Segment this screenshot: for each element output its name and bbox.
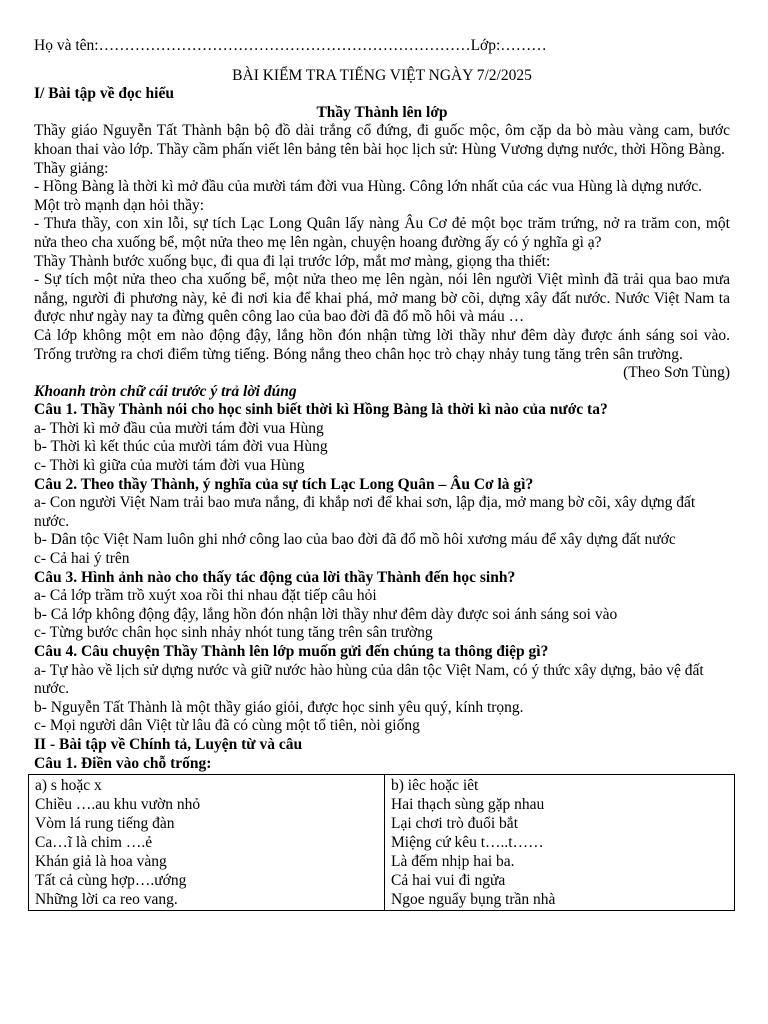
section1-heading: I/ Bài tập về đọc hiểu: [34, 85, 174, 103]
question-1: [34, 401, 730, 475]
answer-option[interactable]: a- Cả lớp trầm trồ xuýt xoa rồi thi nhau đặt tiếp câu hỏi: [34, 587, 377, 605]
answer-option[interactable]: b- Dân tộc Việt Nam luôn ghi nhớ công lao của bao đời đã đổ mồ hôi xương máu để xây dựng đất nước: [34, 531, 676, 549]
right-cell-line: Cả hai vui đi ngửa: [391, 872, 506, 890]
story-paragraph: Thầy giảng:: [34, 159, 109, 177]
right-cell-line: b) iêc hoặc iêt: [391, 777, 479, 795]
name-class-line: Họ và tên:………………………………………………………………Lớp:………: [34, 37, 547, 54]
answer-option[interactable]: a- Thời kì mở đầu của mười tám đời vua Hùng: [34, 419, 324, 437]
story-paragraph: - Hồng Bàng là thời kì mở đầu của mười tám đời vua Hùng. Công lớn nhất của các vua Hùng là dựng nước.: [34, 178, 702, 196]
right-cell-line: Là đếm nhịp hai ba.: [391, 853, 515, 871]
answer-option[interactable]: c- Từng bước chân học sinh nhảy nhót tung tăng trên sân trường: [34, 624, 433, 642]
answer-option[interactable]: a- Con người Việt Nam trải bao mưa nắng, đi khắp nơi để khai sơn, lập địa, mở mang bờ cõi, xây dựng đất nước.: [34, 494, 700, 530]
story-paragraph: Cả lớp không một em nào động đậy, lắng hồn đón nhận từng lời thầy như đêm dày được ánh sáng soi vào. Trống trường ra chơi điểm từng tiếng. Bóng nắng theo chân học trò chạy nhảy tung tăng trên sân trường.: [34, 326, 734, 363]
table-row: [29, 775, 735, 911]
section2-heading: II - Bài tập về Chính tả, Luyện từ và câu: [34, 735, 303, 753]
right-cell-line: Ngoe nguẩy bụng trần nhà: [391, 891, 556, 909]
story-paragraph: - Thưa thầy, con xin lỗi, sự tích Lạc Long Quân lấy nàng Âu Cơ đẻ một bọc trăm trứng, nở ra trăm con, một nửa theo cha xuống bể, một nửa theo mẹ lên ngàn, chuyện hoang đường ấy có ý nghĩa gì ạ?: [34, 215, 734, 251]
question-2: [34, 476, 730, 569]
question-text: Câu 2. Theo thầy Thành, ý nghĩa của sự tích Lạc Long Quân – Âu Cơ là gì?: [34, 475, 534, 493]
right-cell-line: Hai thạch sùng gặp nhau: [391, 796, 545, 814]
answer-option[interactable]: c- Cả hai ý trên: [34, 550, 130, 568]
story-text: [34, 122, 734, 364]
left-cell-line: Vòm lá rung tiếng đàn: [35, 815, 175, 833]
fill-in-table: [28, 774, 735, 911]
left-cell-line: Khán giả là hoa vàng: [35, 853, 167, 871]
instruction: Khoanh tròn chữ cái trước ý trả lời đúng: [34, 382, 297, 400]
left-cell-line: Những lời ca reo vang.: [35, 891, 178, 909]
left-cell-line: a) s hoặc x: [35, 777, 102, 795]
right-cell-line[interactable]: Miệng cứ kêu t…..t……: [391, 834, 544, 852]
story-paragraph: Thầy giáo Nguyễn Tất Thành bận bộ đồ dài trắng cổ đứng, đi guốc mộc, ôm cặp da bò màu vàng cam, bước khoan thai vào lớp. Thầy cầm phấn viết lên bảng tên bài học lịch sử: Hùng Vương dựng nước, thời Hồng Bàng.: [34, 122, 734, 158]
answer-option[interactable]: c- Mọi người dân Việt từ lâu đã có cùng một tổ tiên, nòi giống: [34, 717, 420, 735]
story-title: Thầy Thành lên lớp: [316, 103, 448, 121]
right-cell-line: Lại chơi trò đuổi bắt: [391, 815, 518, 833]
question-text: Câu 4. Câu chuyện Thầy Thành lên lớp muốn gửi đến chúng ta thông điệp gì?: [34, 643, 549, 660]
answer-option[interactable]: b- Nguyễn Tất Thành là một thầy giáo giỏi, được học sinh yêu quý, kính trọng.: [34, 698, 524, 716]
section2-question-1: Câu 1. Điền vào chỗ trống:: [34, 754, 212, 772]
story-paragraph: Một trò mạnh dạn hỏi thầy:: [34, 196, 205, 214]
left-column: [29, 775, 385, 911]
left-cell-line[interactable]: Tất cả cùng hợp….ướng: [35, 872, 187, 890]
story-source: (Theo Sơn Tùng): [623, 364, 730, 382]
answer-option[interactable]: a- Tự hào về lịch sử dựng nước và giữ nước hào hùng của dân tộc Việt Nam, có ý thức xây dựng, bảo vệ đất nước.: [34, 661, 708, 698]
answer-option[interactable]: b- Cả lớp không động đậy, lắng hồn đón nhận lời thầy như đêm dày được soi ánh sáng soi vào: [34, 605, 618, 623]
right-column: [385, 775, 735, 911]
question-3: [34, 569, 730, 643]
left-cell-line[interactable]: Chiều ….au khu vườn nhỏ: [35, 796, 201, 814]
answer-option[interactable]: b- Thời kì kết thúc của mười tám đời vua Hùng: [34, 438, 328, 456]
worksheet-page: [34, 37, 734, 911]
question-4: [34, 643, 730, 736]
left-cell-line[interactable]: Ca…ĩ là chim ….ẻ: [35, 834, 153, 852]
exam-title: BÀI KIỂM TRA TIẾNG VIỆT NGÀY 7/2/2025: [232, 66, 532, 84]
story-paragraph: Thầy Thành bước xuống bục, đi qua đi lại trước lớp, mắt mơ màng, giọng tha thiết:: [34, 252, 551, 270]
answer-option[interactable]: c- Thời kì giữa của mười tám đời vua Hùng: [34, 457, 305, 475]
story-paragraph: - Sự tích một nửa theo cha xuống bể, một nửa theo mẹ lên ngàn, nói lên người Việt mình đã trải qua bao mưa nắng, người đi phương này, kẻ đi nơi kia để khai phá, mở mang bờ cõi, dựng xây đất nước. Nước Việt Nam ta được như ngày nay ta đừng quên công lao của bao đời đã đổ mồ hôi và máu …: [34, 271, 734, 326]
question-text: Câu 1. Thầy Thành nói cho học sinh biết thời kì Hồng Bàng là thời kì nào của nước ta?: [34, 401, 608, 419]
question-text: Câu 3. Hình ảnh nào cho thấy tác động của lời thầy Thành đến học sinh?: [34, 568, 516, 586]
